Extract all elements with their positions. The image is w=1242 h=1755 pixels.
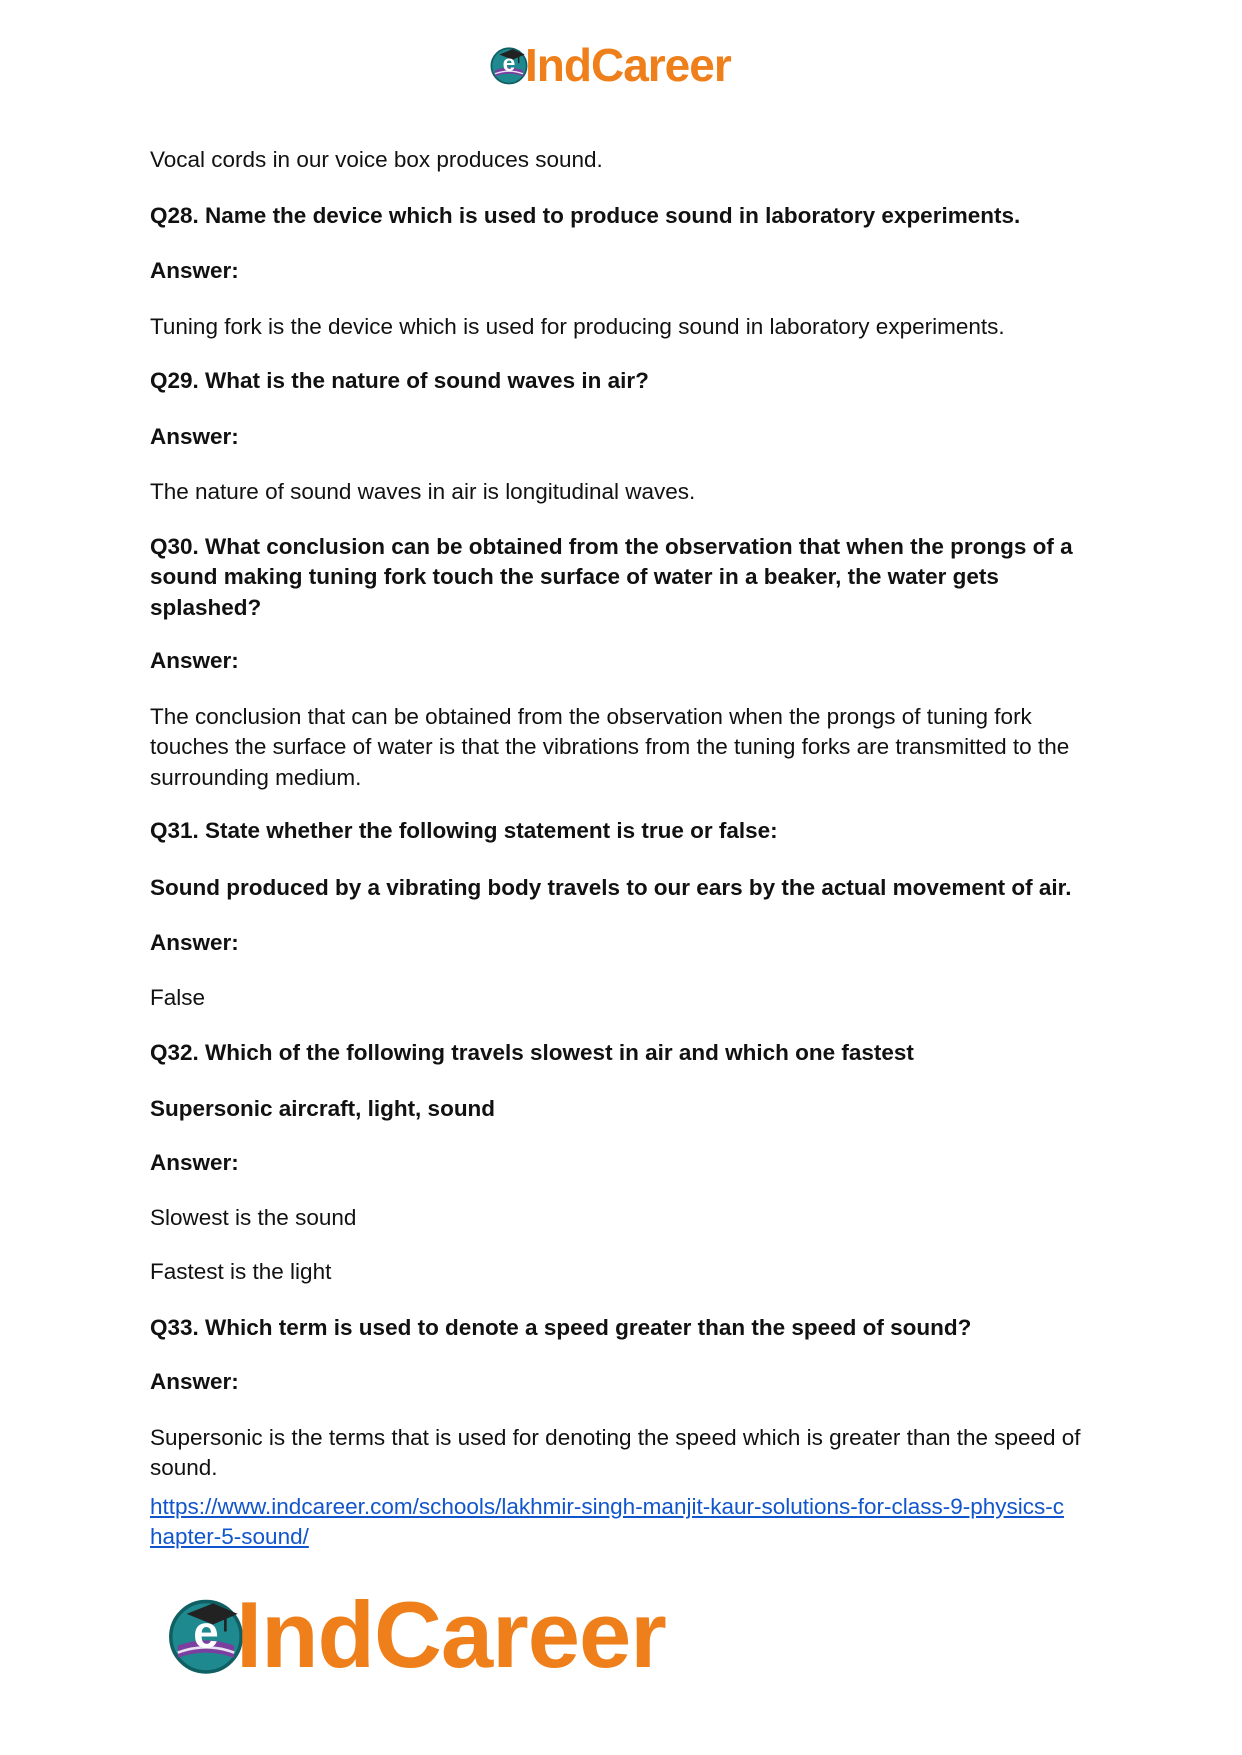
indcareer-logo-header — [487, 38, 731, 92]
question-text: Q29. What is the nature of sound waves in air? — [150, 368, 649, 393]
answer-label: Answer: — [150, 648, 239, 673]
answer-text: Supersonic is the terms that is used for denoting the speed which is greater than the speed of sound. — [150, 1424, 1081, 1480]
answer-text: Slowest is the sound — [150, 1204, 357, 1230]
logo-wordmark: IndCareer — [236, 1582, 666, 1687]
question-text: Q28. Name the device which is used to produce sound in laboratory experiments. — [150, 202, 1021, 228]
question-text: Q32. Which of the following travels slowest in air and which one fastest — [150, 1040, 914, 1065]
answer-label: Answer: — [150, 423, 239, 449]
answer-label: Answer: — [150, 1150, 239, 1175]
logo-wordmark: IndCareer — [525, 39, 731, 91]
answer-text: Fastest is the light — [150, 1259, 332, 1284]
question-text: Supersonic aircraft, light, sound — [150, 1095, 496, 1121]
question-text: Q33. Which term is used to denote a speed greater than the speed of sound? — [150, 1314, 972, 1340]
answer-text: The conclusion that can be obtained from the observation when the prongs of tuning fork touches the surface of water is that the vibrations from the tuning forks are transmitted to the surrounding medium. — [150, 703, 1070, 790]
answer-label: Answer: — [150, 258, 239, 283]
answer-text: Vocal cords in our voice box produces sound. — [150, 147, 603, 172]
svg-text:e: e — [193, 1606, 219, 1658]
source-link-line2[interactable]: hapter-5-sound/ — [150, 1524, 309, 1549]
answer-text: False — [150, 984, 206, 1010]
question-text: Q30. What conclusion can be obtained from the observation that when the prongs of a sound making tuning fork touch the surface of water in a beaker, the water gets splashed? — [150, 533, 1073, 620]
indcareer-logo-footer — [162, 1582, 666, 1687]
answer-text: The nature of sound waves in air is longitudinal waves. — [150, 479, 696, 504]
svg-text:e: e — [502, 50, 516, 77]
answer-text: Tuning fork is the device which is used for producing sound in laboratory experiments. — [150, 313, 1005, 339]
document-body — [150, 145, 1100, 1553]
answer-label: Answer: — [150, 1369, 239, 1394]
source-link-line1[interactable]: https://www.indcareer.com/schools/lakhmir-singh-manjit-kaur-solutions-for-class-9-physics-c — [150, 1493, 1065, 1519]
source-link[interactable] — [150, 1492, 1100, 1553]
question-text: Sound produced by a vibrating body travels to our ears by the actual movement of air. — [150, 874, 1072, 900]
question-text: Q31. State whether the following statement is true or false: — [150, 818, 778, 843]
answer-label: Answer: — [150, 930, 239, 955]
